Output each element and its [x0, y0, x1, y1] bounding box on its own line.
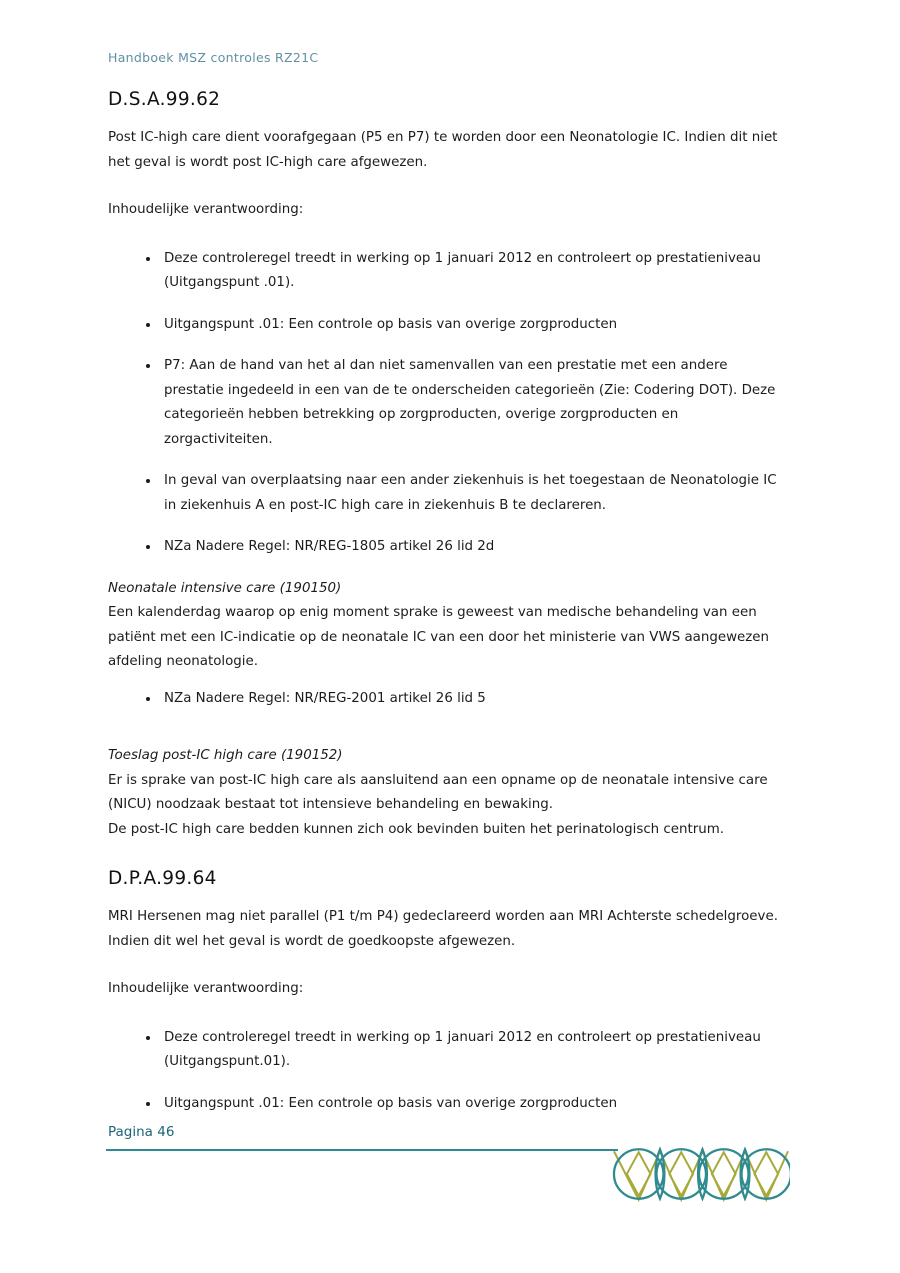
list-item: • P7: Aan de hand van het al dan niet samenvallen van een prestatie met een andere prestatie ingedeeld in een van de te onderscheiden categorieën (Zie: Codering DOT). Deze categorieën hebben betrekking op zorgproducten, overige zorgproducten en zorgactiviteiten. — [160, 354, 790, 452]
sub1-bullet-list — [108, 687, 790, 712]
list-item: • In geval van overplaatsing naar een ander ziekenhuis is het toegestaan de Neonatologie IC in ziekenhuis A en post-IC high care in ziekenhuis B te declareren. — [160, 469, 790, 518]
list-item: • Uitgangspunt .01: Een controle op basis van overige zorgproducten — [160, 1092, 790, 1117]
list-item: • Uitgangspunt .01: Een controle op basis van overige zorgproducten — [160, 313, 790, 338]
page-footer — [106, 1124, 790, 1207]
sub2-body-paragraph-2: De post-IC high care bedden kunnen zich ook bevinden buiten het perinatologisch centrum. — [108, 821, 725, 837]
section-title-dsa-99-62: D.S.A.99.62 — [108, 89, 221, 110]
sub-heading-neonatale-intensive-care: Neonatale intensive care (190150) — [108, 580, 342, 596]
sub2-body-paragraph-1: Er is sprake van post-IC high care als aansluitend aan een opname op de neonatale intensive care (NICU) noodzaak bestaat tot intensieve behandeling en bewaking. — [108, 772, 768, 812]
sub-heading-toeslag-post-ic: Toeslag post-IC high care (190152) — [108, 748, 343, 763]
section2-verantwoording-label: Inhoudelijke verantwoording: — [108, 981, 304, 996]
footer-logo-icon — [612, 1146, 790, 1202]
footer-divider-line — [106, 1149, 618, 1151]
list-item: • NZa Nadere Regel: NR/REG-2001 artikel 26 lid 5 — [160, 687, 790, 712]
document-header-title: Handboek MSZ controles RZ21C — [108, 50, 319, 65]
section1-intro-paragraph: Post IC-high care dient voorafgegaan (P5 en P7) te worden door een Neonatologie IC. Indien dit niet het geval is wordt post IC-high care afgewezen. — [108, 130, 778, 170]
sub1-body-paragraph: Een kalenderdag waarop op enig moment sprake is geweest van medische behandeling van een patiënt met een IC-indicatie op de neonatale IC van een door het ministerie van VWS aangewezen afdeling neonatologie. — [108, 605, 770, 669]
list-item: • Deze controleregel treedt in werking op 1 januari 2012 en controleert op prestatieniveau (Uitgangspunt.01). — [160, 1026, 790, 1075]
section1-bullet-list — [108, 247, 790, 560]
section2-intro-paragraph: MRI Hersenen mag niet parallel (P1 t/m P4) gedeclareerd worden aan MRI Achterste schedelgroeve. Indien dit wel het geval is wordt de goedkoopste afgewezen. — [108, 909, 778, 949]
footer-rule-row — [106, 1149, 790, 1207]
list-item: • NZa Nadere Regel: NR/REG-1805 artikel 26 lid 2d — [160, 535, 790, 560]
section1-verantwoording-label: Inhoudelijke verantwoording: — [108, 202, 304, 217]
section2-bullet-list — [108, 1026, 790, 1117]
list-item: • Deze controleregel treedt in werking op 1 januari 2012 en controleert op prestatieniveau (Uitgangspunt .01). — [160, 247, 790, 296]
section-title-dpa-99-64: D.P.A.99.64 — [108, 868, 217, 889]
page-number-label: Pagina 46 — [108, 1124, 175, 1140]
